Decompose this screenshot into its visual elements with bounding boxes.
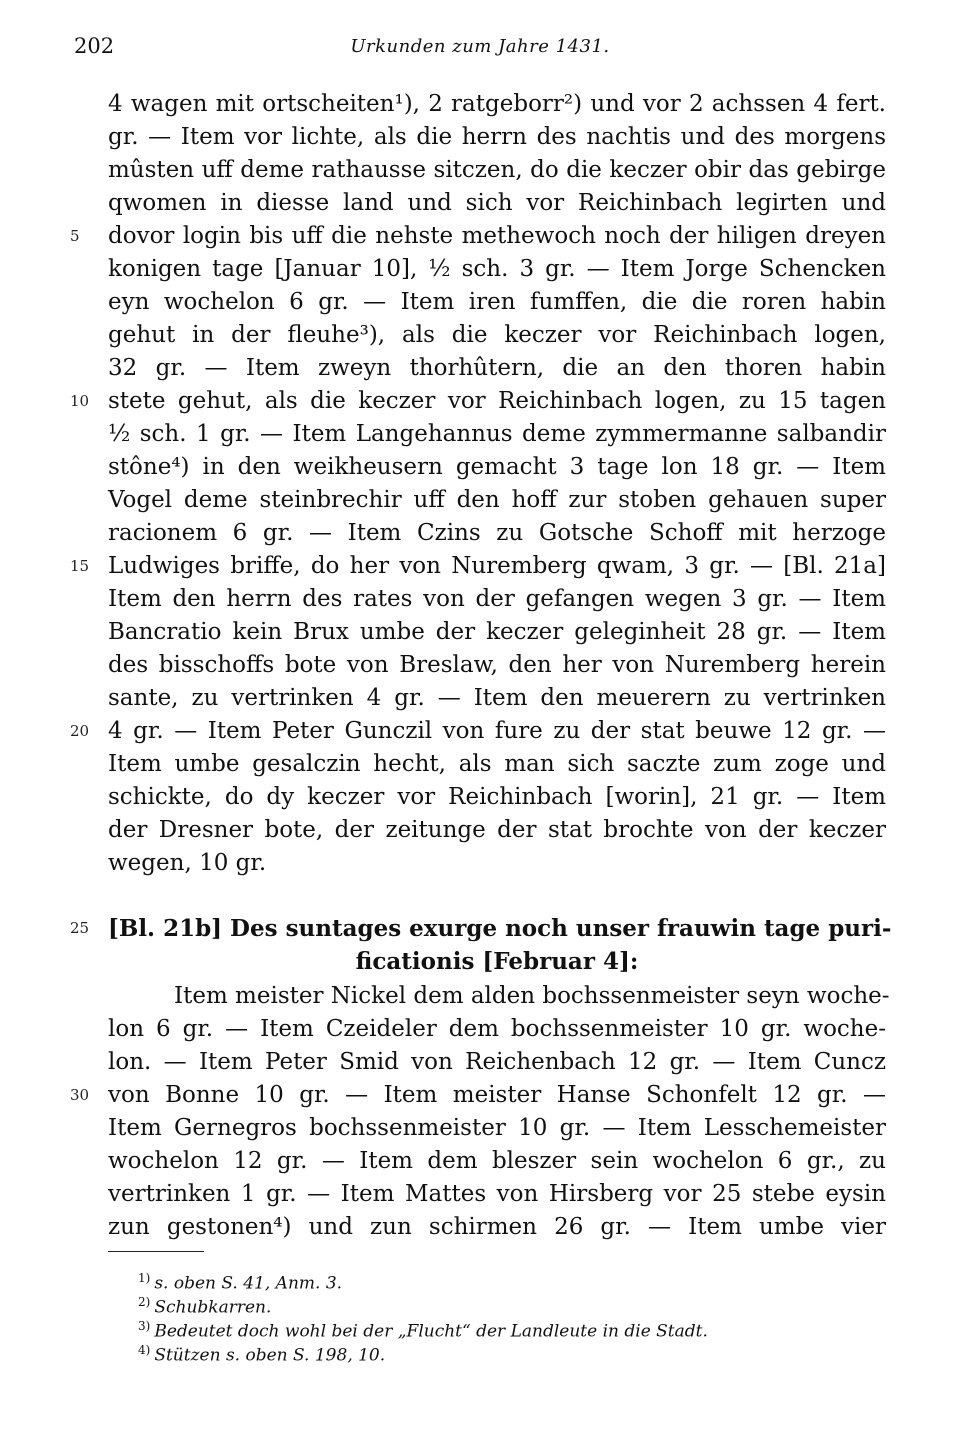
footnote-mark: 3) — [138, 1319, 151, 1333]
section-heading: ficationis [Februar 4]: — [355, 948, 639, 975]
text-line: Ludwiges briffe, do her von Nuremberg qwam, 3 gr. — [Bl. 21a] — [108, 553, 886, 579]
footnote — [138, 1266, 708, 1294]
footnote-mark: 4) — [138, 1343, 151, 1357]
text-line: Bancratio kein Brux umbe der keczer geleginheit 28 gr. — Item — [108, 619, 886, 645]
text-line: schickte, do dy keczer vor Reichinbach [worin], 21 gr. — Item — [108, 784, 886, 810]
text-line: zun gestonen⁴) und zun schirmen 26 gr. — Item umbe vier — [108, 1214, 886, 1240]
text-line: Item Gernegros bochssenmeister 10 gr. — Item Lesschemeister — [108, 1115, 886, 1141]
line-number: 10 — [70, 392, 90, 410]
line-number: 5 — [70, 227, 80, 245]
running-head: Urkunden zum Jahre 1431. — [350, 36, 610, 57]
text-line: Item umbe gesalczin hecht, als man sich saczte zum zoge und — [108, 751, 886, 777]
footnote-text: Bedeutet doch wohl bei der „Flucht“ der Landleute in die Stadt. — [154, 1321, 708, 1342]
text-line: lon 6 gr. — Item Czeideler dem bochssenmeister 10 gr. woche- — [108, 1016, 886, 1042]
text-line: der Dresner bote, der zeitunge der stat brochte von der keczer — [108, 817, 886, 843]
footnotes — [138, 1266, 708, 1366]
text-line: qwomen in diesse land und sich vor Reichinbach legirten und — [108, 190, 886, 216]
footnote — [138, 1290, 708, 1318]
text-line: wegen, 10 gr. — [108, 850, 267, 876]
line-number: 25 — [70, 919, 90, 937]
text-line: mûsten uff deme rathausse sitczen, do die keczer obir das gebirge — [108, 157, 886, 183]
text-line: Item meister Nickel dem alden bochssenmeister seyn woche- — [174, 983, 890, 1009]
line-number: 15 — [70, 557, 90, 575]
footnote-mark: 2) — [138, 1295, 151, 1309]
text-line: wochelon 12 gr. — Item dem bleszer sein wochelon 6 gr., zu — [108, 1148, 886, 1174]
text-line: stône⁴) in den weikheusern gemacht 3 tage lon 18 gr. — Item — [108, 454, 886, 480]
footnote-mark: 1) — [138, 1271, 151, 1285]
text-line: sante, zu vertrinken 4 gr. — Item den meuerern zu vertrinken — [108, 685, 886, 711]
text-line: 4 gr. — Item Peter Gunczil von fure zu der stat beuwe 12 gr. — — [108, 718, 886, 744]
footnote — [138, 1314, 708, 1342]
footnote — [138, 1338, 708, 1366]
text-line: Item den herrn des rates von der gefangen wegen 3 gr. — Item — [108, 586, 886, 612]
text-line: stete gehut, als die keczer vor Reichinbach logen, zu 15 tagen — [108, 388, 886, 414]
text-line: gr. — Item vor lichte, als die herrn des nachtis und des morgens — [108, 124, 886, 150]
text-line: dovor login bis uff die nehste methewoch noch der hiligen dreyen — [108, 223, 886, 249]
text-line: gehut in der fleuhe³), als die keczer vor Reichinbach logen, — [108, 322, 886, 348]
line-number: 20 — [70, 722, 90, 740]
line-number: 30 — [70, 1086, 90, 1104]
text-line: des bisschoffs bote von Breslaw, den her von Nuremberg herein — [108, 652, 886, 678]
footnote-text: Schubkarren. — [154, 1297, 272, 1318]
page-header — [74, 34, 886, 64]
footnote-text: s. oben S. 41, Anm. 3. — [154, 1273, 343, 1294]
text-line: 32 gr. — Item zweyn thorhûtern, die an den thoren habin — [108, 355, 886, 381]
text-line: vertrinken 1 gr. — Item Mattes von Hirsberg vor 25 stebe eysin — [108, 1181, 886, 1207]
text-line: 4 wagen mit ortscheiten¹), 2 ratgeborr²) und vor 2 achssen 4 fert. — [108, 91, 886, 117]
page-number: 202 — [74, 34, 115, 58]
text-line: ½ sch. 1 gr. — Item Langehannus deme zymmermanne salbandir — [108, 421, 886, 447]
text-line: racionem 6 gr. — Item Czins zu Gotsche Schoff mit herzoge — [108, 520, 886, 546]
text-line: Vogel deme steinbrechir uff den hoff zur stoben gehauen super — [108, 487, 886, 513]
text-line: konigen tage [Januar 10], ½ sch. 3 gr. — Item Jorge Schencken — [108, 256, 886, 282]
text-line: von Bonne 10 gr. — Item meister Hanse Schonfelt 12 gr. — — [108, 1082, 886, 1108]
footnote-text: Stützen s. oben S. 198, 10. — [154, 1345, 386, 1366]
section-heading: [Bl. 21b] Des suntages exurge noch unser frauwin tage puri- — [108, 915, 892, 942]
text-line: eyn wochelon 6 gr. — Item iren fumffen, die die roren habin — [108, 289, 886, 315]
text-line: lon. — Item Peter Smid von Reichenbach 12 gr. — Item Cuncz — [108, 1049, 886, 1075]
footnote-divider — [108, 1251, 204, 1252]
